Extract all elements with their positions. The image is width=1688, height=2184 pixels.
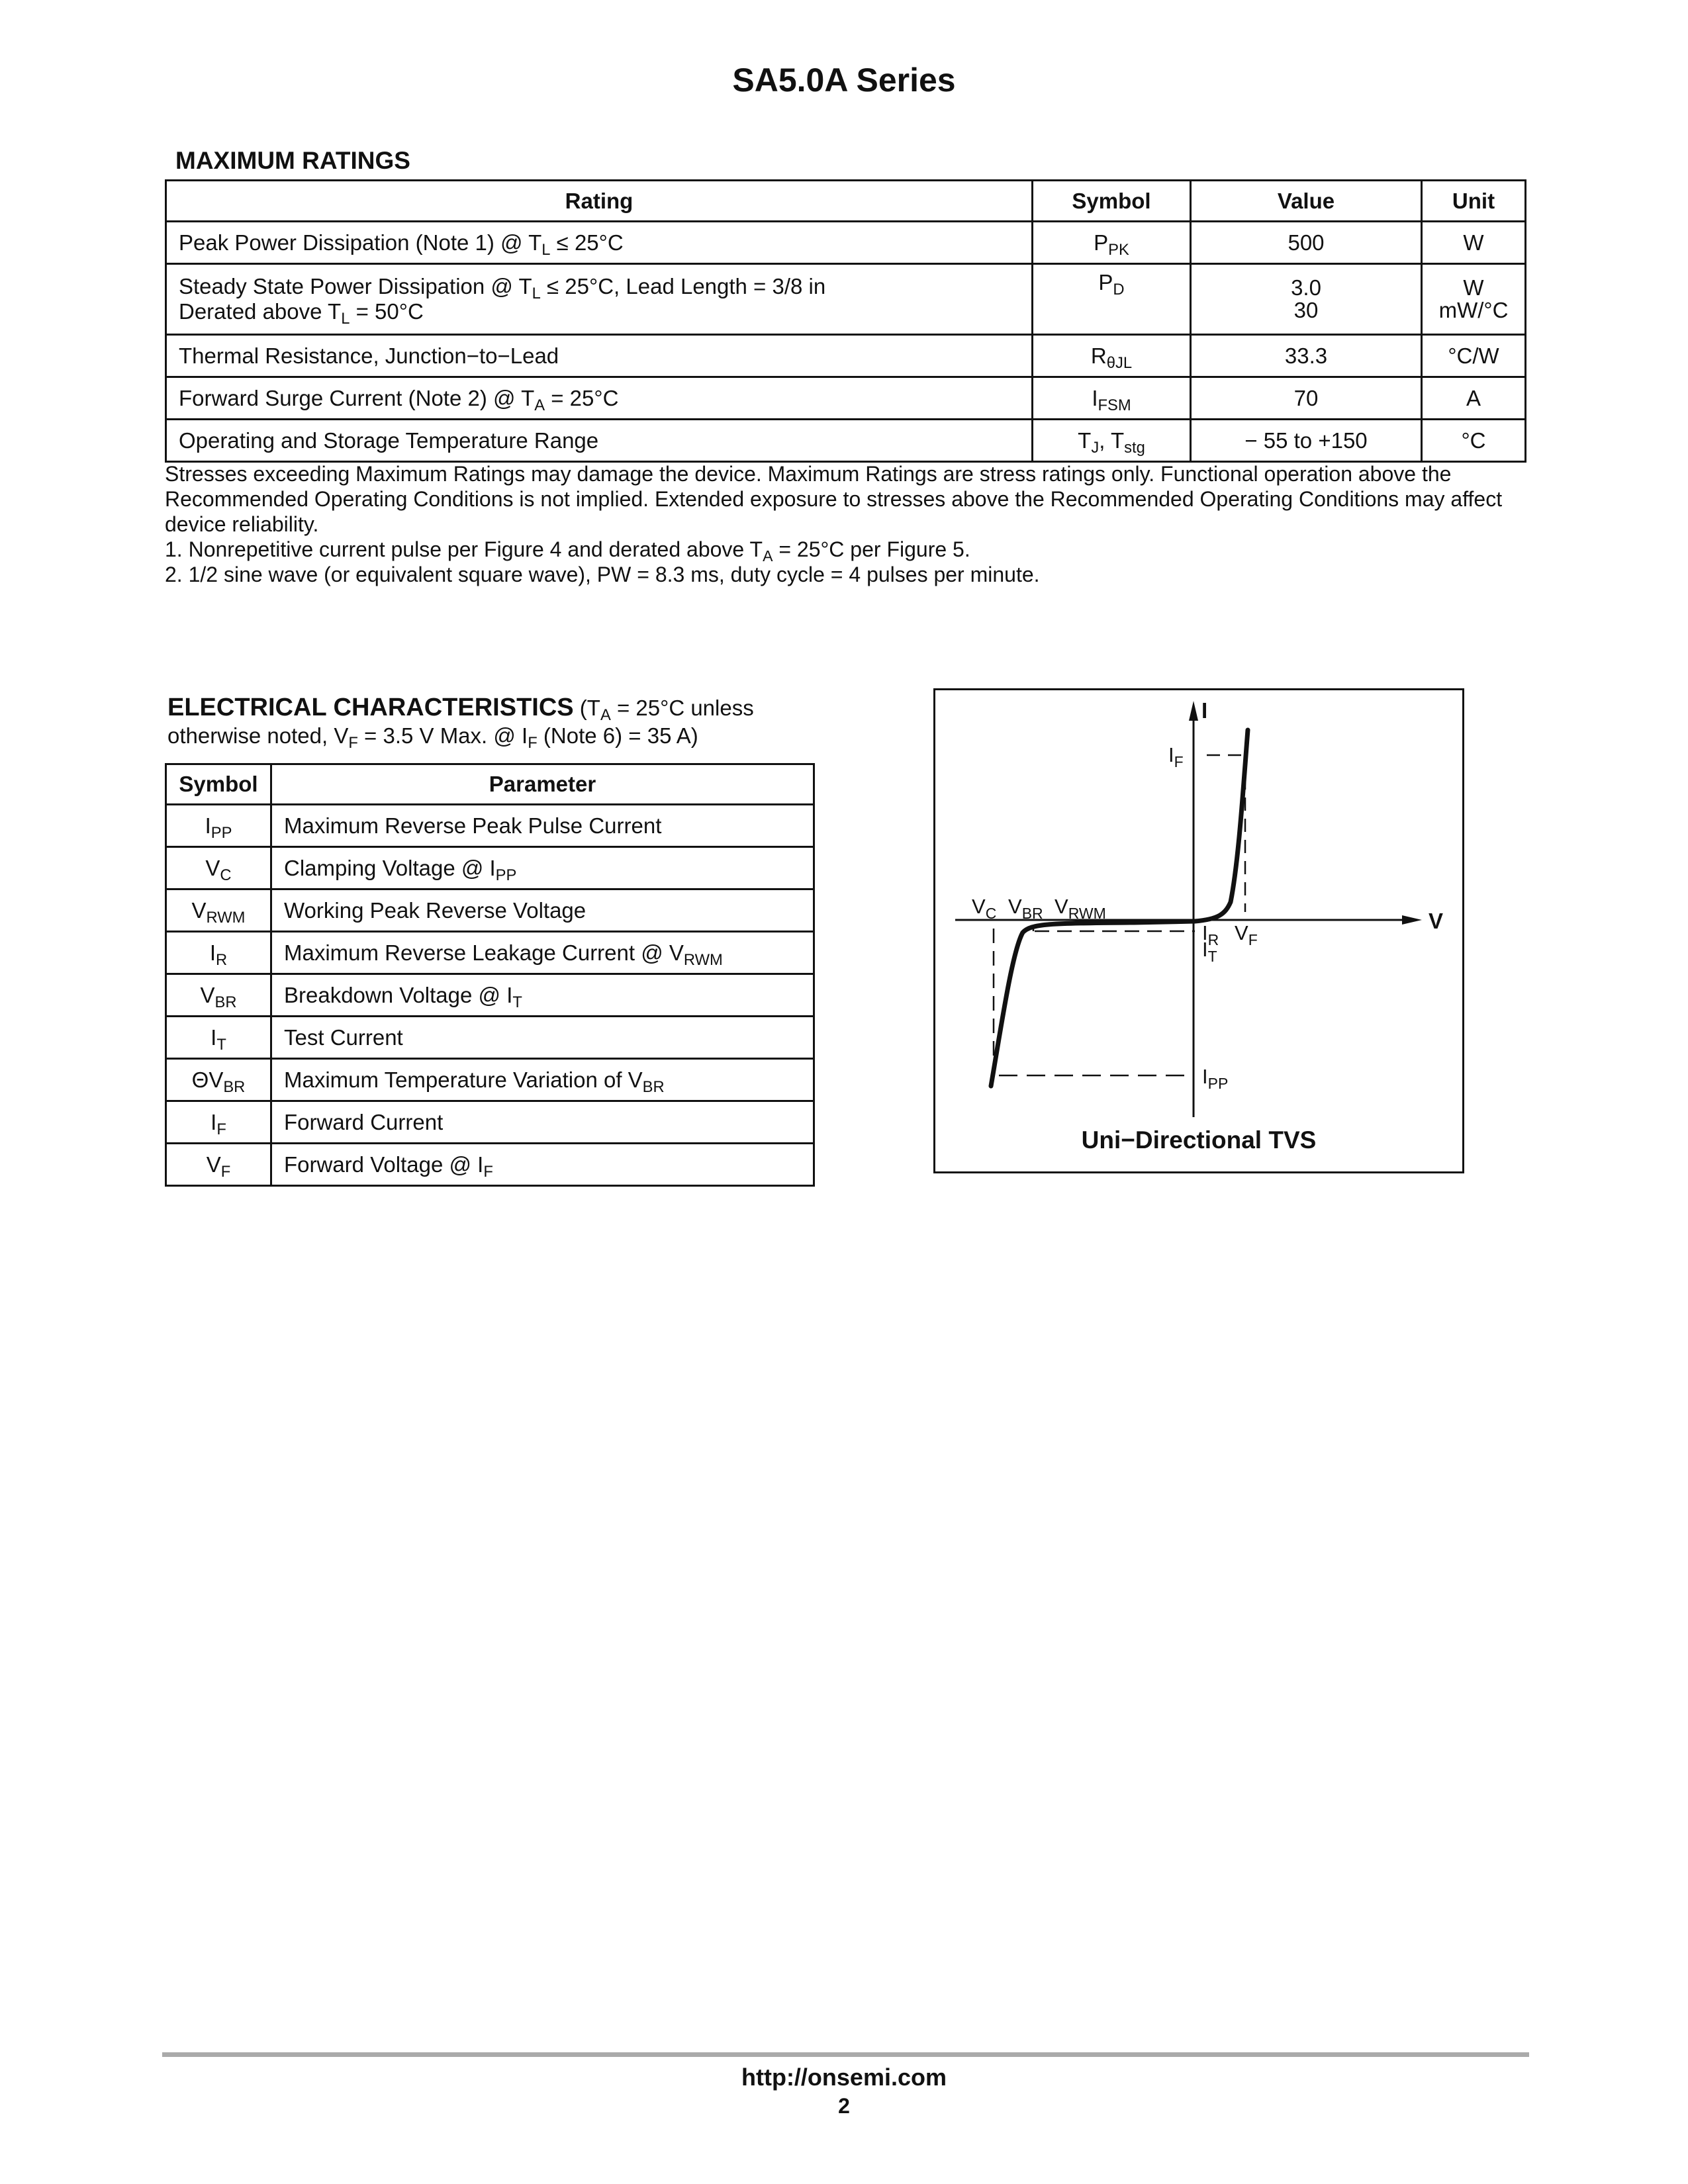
symbol-cell: $I_R$	[166, 932, 271, 974]
rating-cell: Forward Surge Current (Note 2) @ $T_A = 25^\circ C$	[166, 377, 1033, 420]
max-ratings-table	[165, 179, 1526, 463]
symbol-cell: $\Theta V_{BR}$	[166, 1059, 271, 1101]
parameter-cell: Test Current	[271, 1017, 814, 1059]
value-cell: 70	[1191, 377, 1422, 420]
col-header-parameter: Parameter	[271, 764, 814, 805]
parameter-cell: Maximum Reverse Peak Pulse Current	[271, 805, 814, 847]
vc-label: $V_C$	[972, 895, 997, 922]
parameter-cell: Working Peak Reverse Voltage	[271, 889, 814, 932]
parameter-cell: Forward Current	[271, 1101, 814, 1144]
parameter-cell: Clamping Voltage @ $I_{PP}$	[271, 847, 814, 889]
col-header-symbol: Symbol	[1033, 181, 1191, 222]
vrwm-label: $V_{RWM}$	[1055, 895, 1106, 922]
table-row	[166, 847, 814, 889]
ir-label: $I_R$	[1202, 921, 1219, 948]
footer-divider	[162, 2052, 1529, 2057]
symbol-cell: $I_{PP}$	[166, 805, 271, 847]
symbol-cell: $P_{PK}$	[1033, 222, 1191, 264]
max-ratings-heading: MAXIMUM RATINGS	[175, 147, 410, 174]
col-header-value: Value	[1191, 181, 1422, 222]
table-row	[166, 420, 1526, 462]
symbol-cell: $I_F$	[166, 1101, 271, 1144]
footer-url[interactable]: http://onsemi.com	[741, 2064, 947, 2091]
rating-cell: Operating and Storage Temperature Range	[166, 420, 1033, 462]
note-1: 1. Nonrepetitive current pulse per Figure 4 and derated above $T_A = 25^\circ C$ per Figure 5.	[165, 537, 970, 565]
if-label: $I_F$	[1168, 743, 1184, 770]
electrical-table	[165, 763, 815, 1187]
table-header-row	[166, 181, 1526, 222]
note-2: 2. 1/2 sine wave (or equivalent square wave), PW = 8.3 ms, duty cycle = 4 pulses per minute.	[165, 563, 1040, 586]
table-row	[166, 222, 1526, 264]
parameter-cell: Maximum Temperature Variation of $V_{BR}$	[271, 1059, 814, 1101]
parameter-cell: Breakdown Voltage @ $I_T$	[271, 974, 814, 1017]
unit-cell: °C/W	[1422, 335, 1526, 377]
diagram-caption: Uni−Directional TVS	[1081, 1126, 1317, 1154]
table-row	[166, 264, 1526, 335]
page-number: 2	[838, 2094, 850, 2118]
table-row	[166, 1059, 814, 1101]
parameter-cell: Maximum Reverse Leakage Current @ $V_{RWM}$	[271, 932, 814, 974]
unit-cell: A	[1422, 377, 1526, 420]
table-row	[166, 1144, 814, 1186]
rating-cell: Steady State Power Dissipation @ $T_L \le 25^\circ C$, Lead Length = 3/8 in Derated above $T_L = 50^\circ C$	[166, 264, 1033, 335]
symbol-cell: $P_D$	[1033, 264, 1191, 335]
rating-cell: Thermal Resistance, Junction−to−Lead	[166, 335, 1033, 377]
ipp-label: $I_{PP}$	[1202, 1065, 1229, 1092]
vf-label: $V_F$	[1235, 921, 1258, 948]
notes	[165, 461, 1528, 587]
v-axis-label: V	[1429, 909, 1444, 933]
vbr-label: $V_{BR}$	[1008, 895, 1043, 922]
unit-cell: W	[1422, 222, 1526, 264]
table-row	[166, 974, 814, 1017]
stress-note: Stresses exceeding Maximum Ratings may damage the device. Maximum Ratings are stress ratings only. Functional operation above the Recommended Operating Conditions is not implied. Extended exposure to stresses above the Recommended Operating Conditions may affect device reliability.	[165, 462, 1503, 536]
electrical-heading: ELECTRICAL CHARACTERISTICS ($T_A = 25^\circ C$ unless otherwise noted, $V_F = 3.5$ V Max. @ $I_F$ (Note 6) = 35 A)	[167, 694, 754, 752]
parameter-cell: Forward Voltage @ $I_F$	[271, 1144, 814, 1186]
symbol-cell: $I_T$	[166, 1017, 271, 1059]
rating-cell: Peak Power Dissipation (Note 1) @ $T_L \le 25^\circ C$	[166, 222, 1033, 264]
symbol-cell: $T_J$, $T_{stg}$	[1033, 420, 1191, 462]
col-header-rating: Rating	[166, 181, 1033, 222]
symbol-cell: $V_F$	[166, 1144, 271, 1186]
page-title: SA5.0A Series	[732, 62, 956, 99]
i-axis-label: I	[1201, 698, 1208, 723]
table-row	[166, 335, 1526, 377]
table-row	[166, 889, 814, 932]
it-label: $I_T$	[1202, 938, 1217, 965]
table-header-row	[166, 764, 814, 805]
table-row	[166, 805, 814, 847]
symbol-cell: $V_{RWM}$	[166, 889, 271, 932]
unit-cell: °C	[1422, 420, 1526, 462]
value-cell: 500	[1191, 222, 1422, 264]
unit-cell: W mW/°C	[1422, 264, 1526, 335]
symbol-cell: $R_{\theta JL}$	[1033, 335, 1191, 377]
tvs-iv-diagram	[933, 688, 1464, 1173]
value-cell: − 55 to +150	[1191, 420, 1422, 462]
symbol-cell: $I_{FSM}$	[1033, 377, 1191, 420]
value-cell: 3.0 30	[1191, 264, 1422, 335]
col-header-unit: Unit	[1422, 181, 1526, 222]
table-row	[166, 377, 1526, 420]
value-cell: 33.3	[1191, 335, 1422, 377]
i-axis-arrow-icon	[1189, 701, 1198, 721]
table-row	[166, 1101, 814, 1144]
col-header-symbol: Symbol	[166, 764, 271, 805]
table-row	[166, 1017, 814, 1059]
symbol-cell: $V_C$	[166, 847, 271, 889]
table-row	[166, 932, 814, 974]
v-axis-arrow-icon	[1402, 915, 1422, 925]
symbol-cell: $V_{BR}$	[166, 974, 271, 1017]
